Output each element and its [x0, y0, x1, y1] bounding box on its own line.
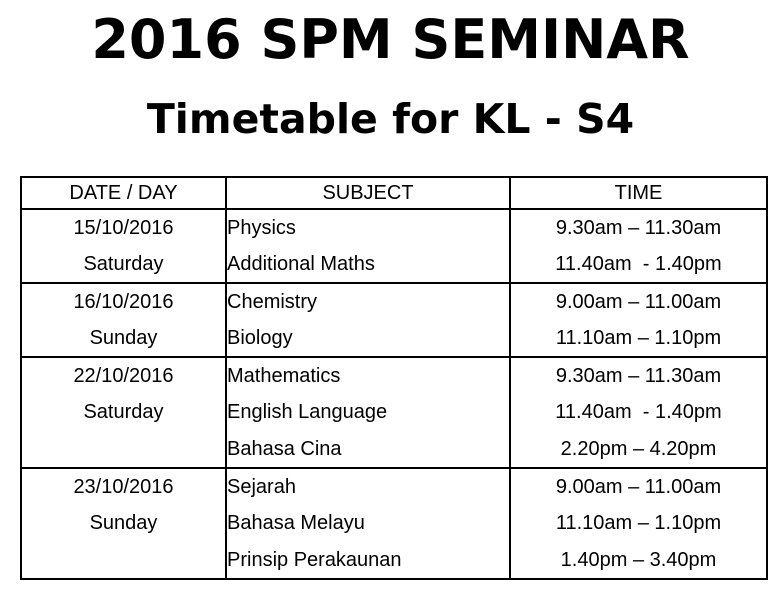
subject-cell: Additional Maths: [226, 246, 510, 283]
subject-cell: Chemistry: [226, 283, 510, 320]
table-row: [21, 431, 767, 468]
time-cell: 11.10am – 1.10pm: [510, 505, 767, 542]
subject-cell: Bahasa Melayu: [226, 505, 510, 542]
table-row: [21, 394, 767, 431]
day-cell: Saturday: [21, 394, 226, 431]
subject-cell: Mathematics: [226, 357, 510, 394]
date-cell: 23/10/2016: [21, 468, 226, 505]
table-row: [21, 209, 767, 246]
day-cell: Saturday: [21, 246, 226, 283]
subject-cell: Bahasa Cina: [226, 431, 510, 468]
table-row: [21, 542, 767, 579]
column-header-date-day: DATE / DAY: [21, 177, 226, 209]
time-cell: 9.30am – 11.30am: [510, 357, 767, 394]
day-cell: Sunday: [21, 505, 226, 542]
date-cell: 16/10/2016: [21, 283, 226, 320]
time-cell: 11.40am - 1.40pm: [510, 246, 767, 283]
table-header-row: [21, 177, 767, 209]
column-header-time: TIME: [510, 177, 767, 209]
page-title: 2016 SPM SEMINAR: [91, 8, 690, 71]
date-cell: 15/10/2016: [21, 209, 226, 246]
table-row: [21, 357, 767, 394]
subject-cell: Sejarah: [226, 468, 510, 505]
subject-cell: Biology: [226, 320, 510, 357]
time-cell: 2.20pm – 4.20pm: [510, 431, 767, 468]
table-row: [21, 468, 767, 505]
empty-date-cell: [21, 431, 226, 468]
page-subtitle: Timetable for KL - S4: [146, 95, 635, 143]
subject-cell: English Language: [226, 394, 510, 431]
time-cell: 11.10am – 1.10pm: [510, 320, 767, 357]
time-cell: 9.00am – 11.00am: [510, 283, 767, 320]
subject-cell: Prinsip Perakaunan: [226, 542, 510, 579]
table-row: [21, 505, 767, 542]
day-cell: Sunday: [21, 320, 226, 357]
subject-cell: Physics: [226, 209, 510, 246]
column-header-subject: SUBJECT: [226, 177, 510, 209]
table-row: [21, 320, 767, 357]
time-cell: 9.00am – 11.00am: [510, 468, 767, 505]
time-cell: 9.30am – 11.30am: [510, 209, 767, 246]
table-row: [21, 283, 767, 320]
table-row: [21, 246, 767, 283]
date-cell: 22/10/2016: [21, 357, 226, 394]
time-cell: 11.40am - 1.40pm: [510, 394, 767, 431]
timetable: [20, 176, 768, 580]
time-cell: 1.40pm – 3.40pm: [510, 542, 767, 579]
empty-date-cell: [21, 542, 226, 579]
